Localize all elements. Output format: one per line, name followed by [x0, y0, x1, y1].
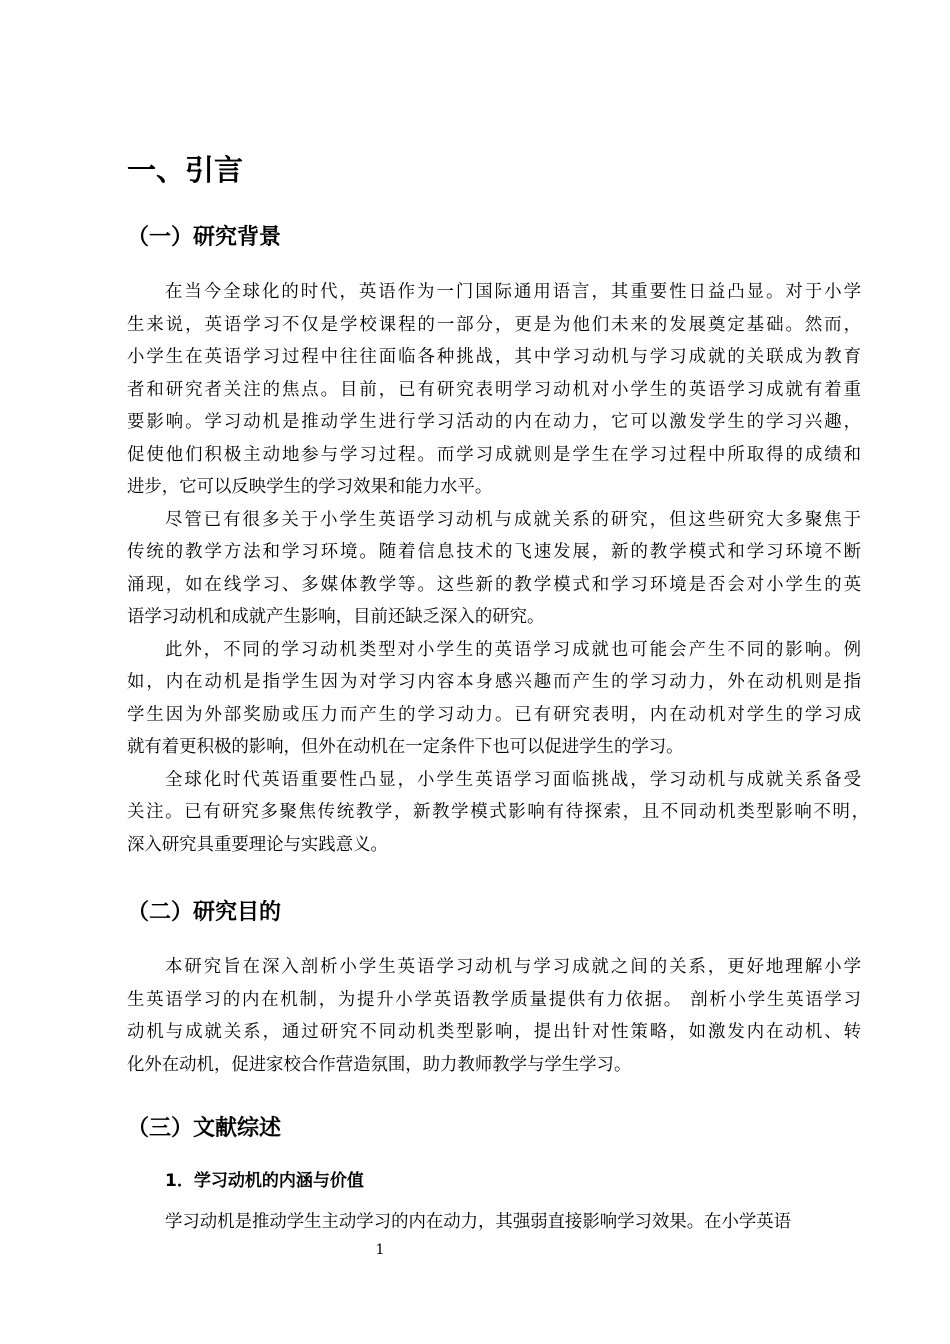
paragraph-line: 化外在动机，促进家校合作营造氛围，助力教师教学与学生学习。 — [127, 1055, 632, 1075]
paragraph-line: 生来说，英语学习不仅是学校课程的一部分，更是为他们未来的发展奠定基础。然而， — [127, 315, 861, 335]
paragraph-line: 尽管已有很多关于小学生英语学习动机与成就关系的研究，但这些研究大多聚焦于 — [165, 510, 861, 530]
paragraph-line: 动机与成就关系，通过研究不同动机类型影响，提出针对性策略，如激发内在动机、转 — [127, 1022, 861, 1042]
paragraph-line: 促使他们积极主动地参与学习过程。而学习成就则是学生在学习过程中所取得的成绩和 — [127, 445, 861, 465]
paragraph-line: 者和研究者关注的焦点。目前，已有研究表明学习动机对小学生的英语学习成就有着重 — [127, 380, 861, 400]
paragraph-line: 此外，不同的学习动机类型对小学生的英语学习成就也可能会产生不同的影响。例 — [165, 640, 861, 660]
paragraph-line: 就有着更积极的影响，但外在动机在一定条件下也可以促进学生的学习。 — [127, 737, 684, 757]
section-heading-purpose: （二）研究目的 — [127, 900, 282, 925]
paragraph-line: 深入研究具重要理论与实践意义。 — [127, 835, 388, 855]
paragraph-line: 进步，它可以反映学生的学习效果和能力水平。 — [127, 477, 493, 497]
paragraph-line: 要影响。学习动机是推动学生进行学习活动的内在动力，它可以激发学生的学习兴趣， — [127, 412, 861, 432]
paragraph-line: 关注。已有研究多聚焦传统教学，新教学模式影响有待探索，且不同动机类型影响不明， — [127, 802, 869, 822]
section-heading-literature-review: （三）文献综述 — [127, 1116, 282, 1141]
paragraph-line: 传统的教学方法和学习环境。随着信息技术的飞速发展，新的教学模式和学习环境不断 — [127, 542, 861, 562]
subsection-heading: 1．学习动机的内涵与价值 — [165, 1171, 364, 1191]
paragraph-line: 语学习动机和成就产生影响，目前还缺乏深入的研究。 — [127, 607, 545, 627]
paragraph-line: 小学生在英语学习过程中往往面临各种挑战，其中学习动机与学习成就的关联成为教育 — [127, 347, 861, 367]
paragraph-line: 本研究旨在深入剖析小学生英语学习动机与学习成就之间的关系，更好地理解小学 — [165, 957, 861, 977]
chapter-heading: 一、引言 — [127, 153, 244, 187]
section-heading-background: （一）研究背景 — [127, 225, 282, 250]
paragraph-line: 如，内在动机是指学生因为对学习内容本身感兴趣而产生的学习动力，外在动机则是指 — [127, 672, 861, 692]
paragraph-line: 学生因为外部奖励或压力而产生的学习动力。已有研究表明，内在动机对学生的学习成 — [127, 705, 861, 725]
paragraph-line: 在当今全球化的时代，英语作为一门国际通用语言，其重要性日益凸显。对于小学 — [165, 282, 861, 302]
page-number: 1 — [375, 1242, 385, 1258]
paragraph-line: 学习动机是推动学生主动学习的内在动力，其强弱直接影响学习效果。在小学英语 — [165, 1212, 792, 1232]
paragraph-line: 涌现，如在线学习、多媒体教学等。这些新的教学模式和学习环境是否会对小学生的英 — [127, 575, 861, 595]
paragraph-line: 全球化时代英语重要性凸显，小学生英语学习面临挑战，学习动机与成就关系备受 — [165, 770, 861, 790]
paragraph-line: 生英语学习的内在机制，为提升小学英语教学质量提供有力依据。 剖析小学生英语学习 — [127, 990, 861, 1010]
